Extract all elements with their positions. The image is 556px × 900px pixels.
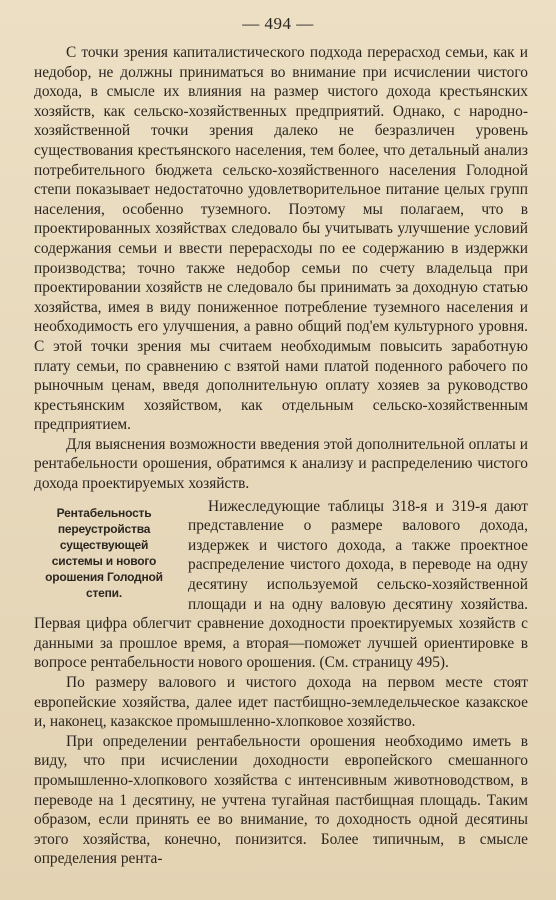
body-text	[34, 43, 528, 869]
paragraph-5: При определении рентабельности орошения необходимо иметь в виду, что при исчислении доходности европейского смешанного промышленно-хлопкового хозяйства с интенсивным животноводством, в переводе на 1 десятину, не учтена тугайная пастбищная площадь. Таким образом, если принять ее во внимание, то доходность одной десятины этого хозяйства, конечно, понизится. Более типичным, в смысле определения рента-	[34, 732, 528, 868]
paragraph-4: По размеру валового и чистого дохода на первом месте стоят европейские хозяйства, далее идет пастбищно-земледельческое казакское и, наконец, казакское промышленно-хлопковое хозяйство.	[34, 674, 528, 731]
paragraph-1: С точки зрения капиталистического подхода перерасход семьи, как и недобор, не должны приниматься во внимание при исчислении чистого дохода, в смысле их влияния на размер чистого дохода крестьянских хозяйств, как сельско-хозяйственных предприятий. Однако, с народно-хозяйственной точки зрения далеко не безразличен уровень существования крестьянского населения, тем более, что детальный анализ потребительного бюджета сельско-хозяйственного населения Голодной степи показывает недостаточно удовлетворительное питание целых групп населения, особенно туземного. Поэтому мы полагаем, что в проектированных хозяйствах следовало бы учитывать улучшение условий содержания семьи и ввести перерасходы по ее содержанию в издержки производства; точно также недобор семьи по счету владельца при проектировании хозяйств не следовало бы принимать за доходную статью хозяйства, имея в виду пониженное потребление туземного населения и необходимость его улучшения, а равно общий под'ем культурного уровня. С этой точки зрения мы считаем необходимым повысить заработную плату семьи, по сравнению с взятой нами платой поденного рабочего по рыночным ценам, введя дополнительную оплату хозяев за руководство крестьянским хозяйством, как отдельным сельско-хозяйственным предприятием.	[34, 44, 528, 434]
paragraph-3: Нижеследующие таблицы 318-я и 319-я дают представление о размере валового дохода, издержек и чистого дохода, а также проектное распределение чистого дохода, в переводе на одну десятину используемой сельско-хозяйственной площади и на одну валовую десятину хозяйства. Первая цифра облегчит сравнение доходности проектируемых хозяйств с данными за прошлое время, а вторая—поможет лучшей ориентировке в вопросе рентабельности нового орошения. (См. страницу 495).	[34, 497, 528, 672]
page-number: — 494 —	[242, 14, 314, 33]
margin-note: Рентабельность переустройства существующей системы и нового орошения Голодной степи.	[45, 505, 163, 600]
section-with-margin-note	[34, 497, 528, 673]
paragraph-2: Для выяснения возможности введения этой дополнительной оплаты и рентабельности орошения, обратимся к анализу и распределению чистого дохода проектируемых хозяйств.	[34, 435, 528, 493]
